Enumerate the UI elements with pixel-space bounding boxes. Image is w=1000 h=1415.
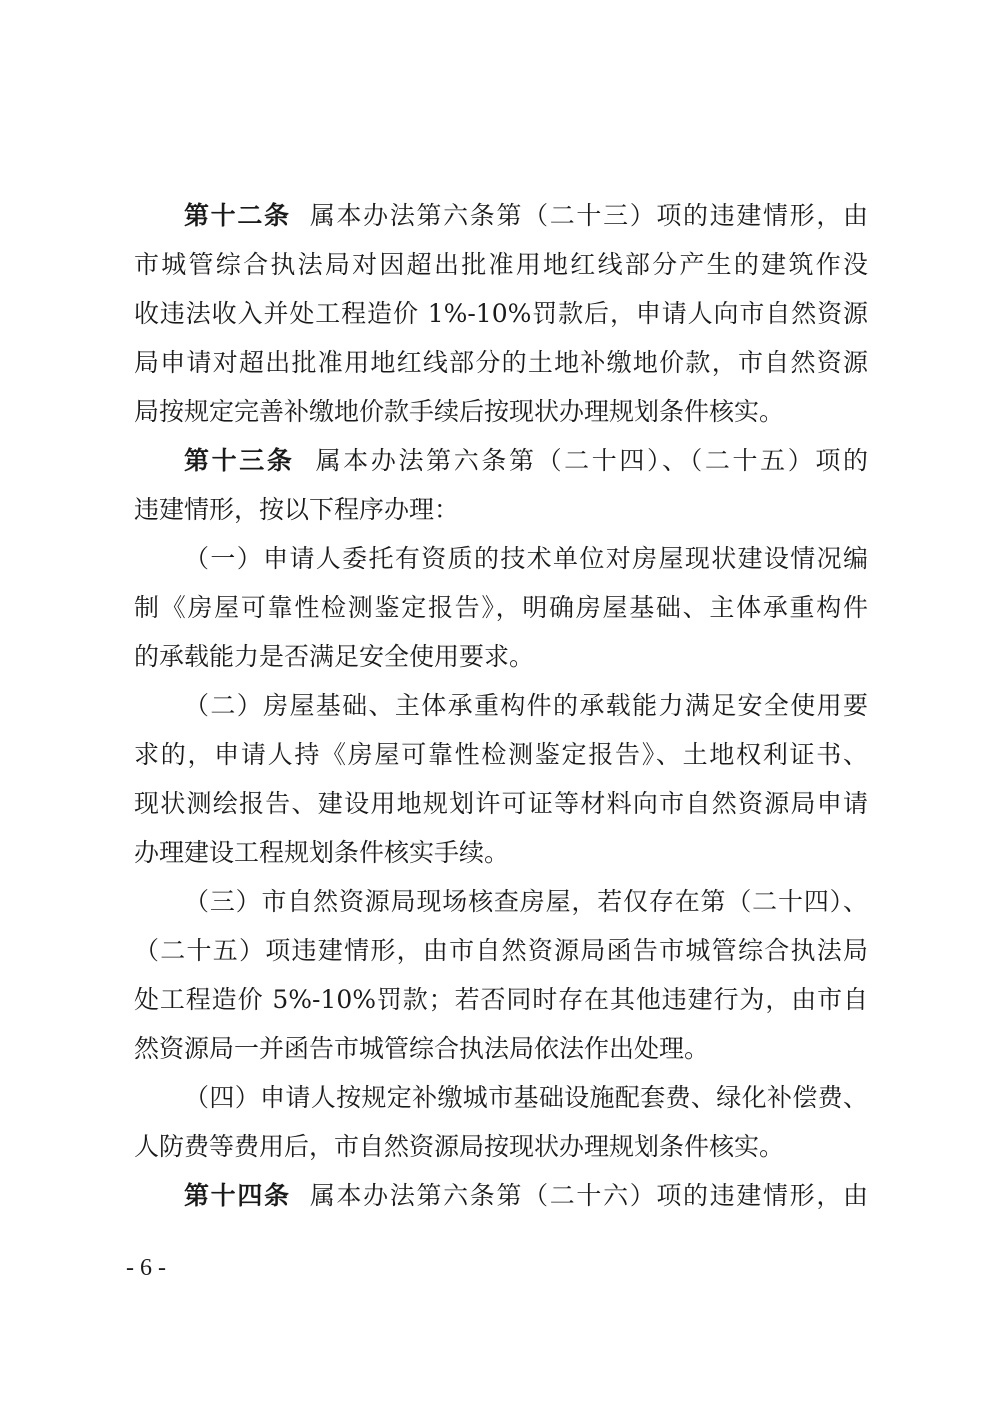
article-14-text-1: 属本办法第六条第（二十六）项的违建情形，由 — [309, 1181, 868, 1210]
article-13-text-1: 属本办法第六条第（二十四）、（二十五）项的 — [315, 446, 868, 475]
article-12-line-5: 局按规定完善补缴地价款手续后按现状办理规划条件核实。 — [134, 397, 785, 426]
article-12-line-3: 收违法收入并处工程造价 1%-10%罚款后，申请人向市自然资源 — [134, 299, 868, 328]
item-1-line-2: 制《房屋可靠性检测鉴定报告》，明确房屋基础、主体承重构件 — [134, 593, 868, 622]
item-3-line-3: 处工程造价 5%-10%罚款；若否同时存在其他违建行为，由市自 — [134, 985, 868, 1014]
item-4-line-1: （四）申请人按规定补缴城市基础设施配套费、绿化补偿费、 — [184, 1083, 868, 1112]
article-12-line-1 — [184, 196, 868, 236]
item-4-line-2: 人防费等费用后，市自然资源局按现状办理规划条件核实。 — [134, 1132, 785, 1161]
item-2-line-3: 现状测绘报告、建设用地规划许可证等材料向市自然资源局申请 — [134, 789, 868, 818]
item-2-line-4: 办理建设工程规划条件核实手续。 — [134, 838, 510, 867]
item-2-line-1: （二）房屋基础、主体承重构件的承载能力满足安全使用要 — [184, 691, 868, 720]
item-3-line-4: 然资源局一并函告市城管综合执法局依法作出处理。 — [134, 1034, 710, 1063]
article-13-line-2: 违建情形，按以下程序办理： — [134, 495, 460, 524]
article-14-heading: 第十四条 — [184, 1181, 291, 1210]
item-3-line-1: （三）市自然资源局现场核查房屋，若仅存在第（二十四）、 — [184, 887, 868, 916]
item-1-line-1: （一）申请人委托有资质的技术单位对房屋现状建设情况编 — [184, 544, 868, 573]
article-12-text-1: 属本办法第六条第（二十三）项的违建情形，由 — [309, 201, 868, 230]
article-14-line-1 — [184, 1176, 868, 1216]
item-2-line-2: 求的，申请人持《房屋可靠性检测鉴定报告》、土地权利证书、 — [134, 740, 868, 769]
page-number: - 6 - — [126, 1255, 166, 1281]
article-12-heading: 第十二条 — [184, 201, 291, 230]
article-12-line-4: 局申请对超出批准用地红线部分的土地补缴地价款，市自然资源 — [134, 348, 868, 377]
item-1-line-3: 的承载能力是否满足安全使用要求。 — [134, 642, 535, 671]
item-3-line-2: （二十五）项违建情形，由市自然资源局函告市城管综合执法局 — [134, 936, 868, 965]
article-12-line-2: 市城管综合执法局对因超出批准用地红线部分产生的建筑作没 — [134, 250, 868, 279]
article-13-line-1 — [184, 441, 868, 481]
article-13-heading: 第十三条 — [184, 446, 295, 475]
